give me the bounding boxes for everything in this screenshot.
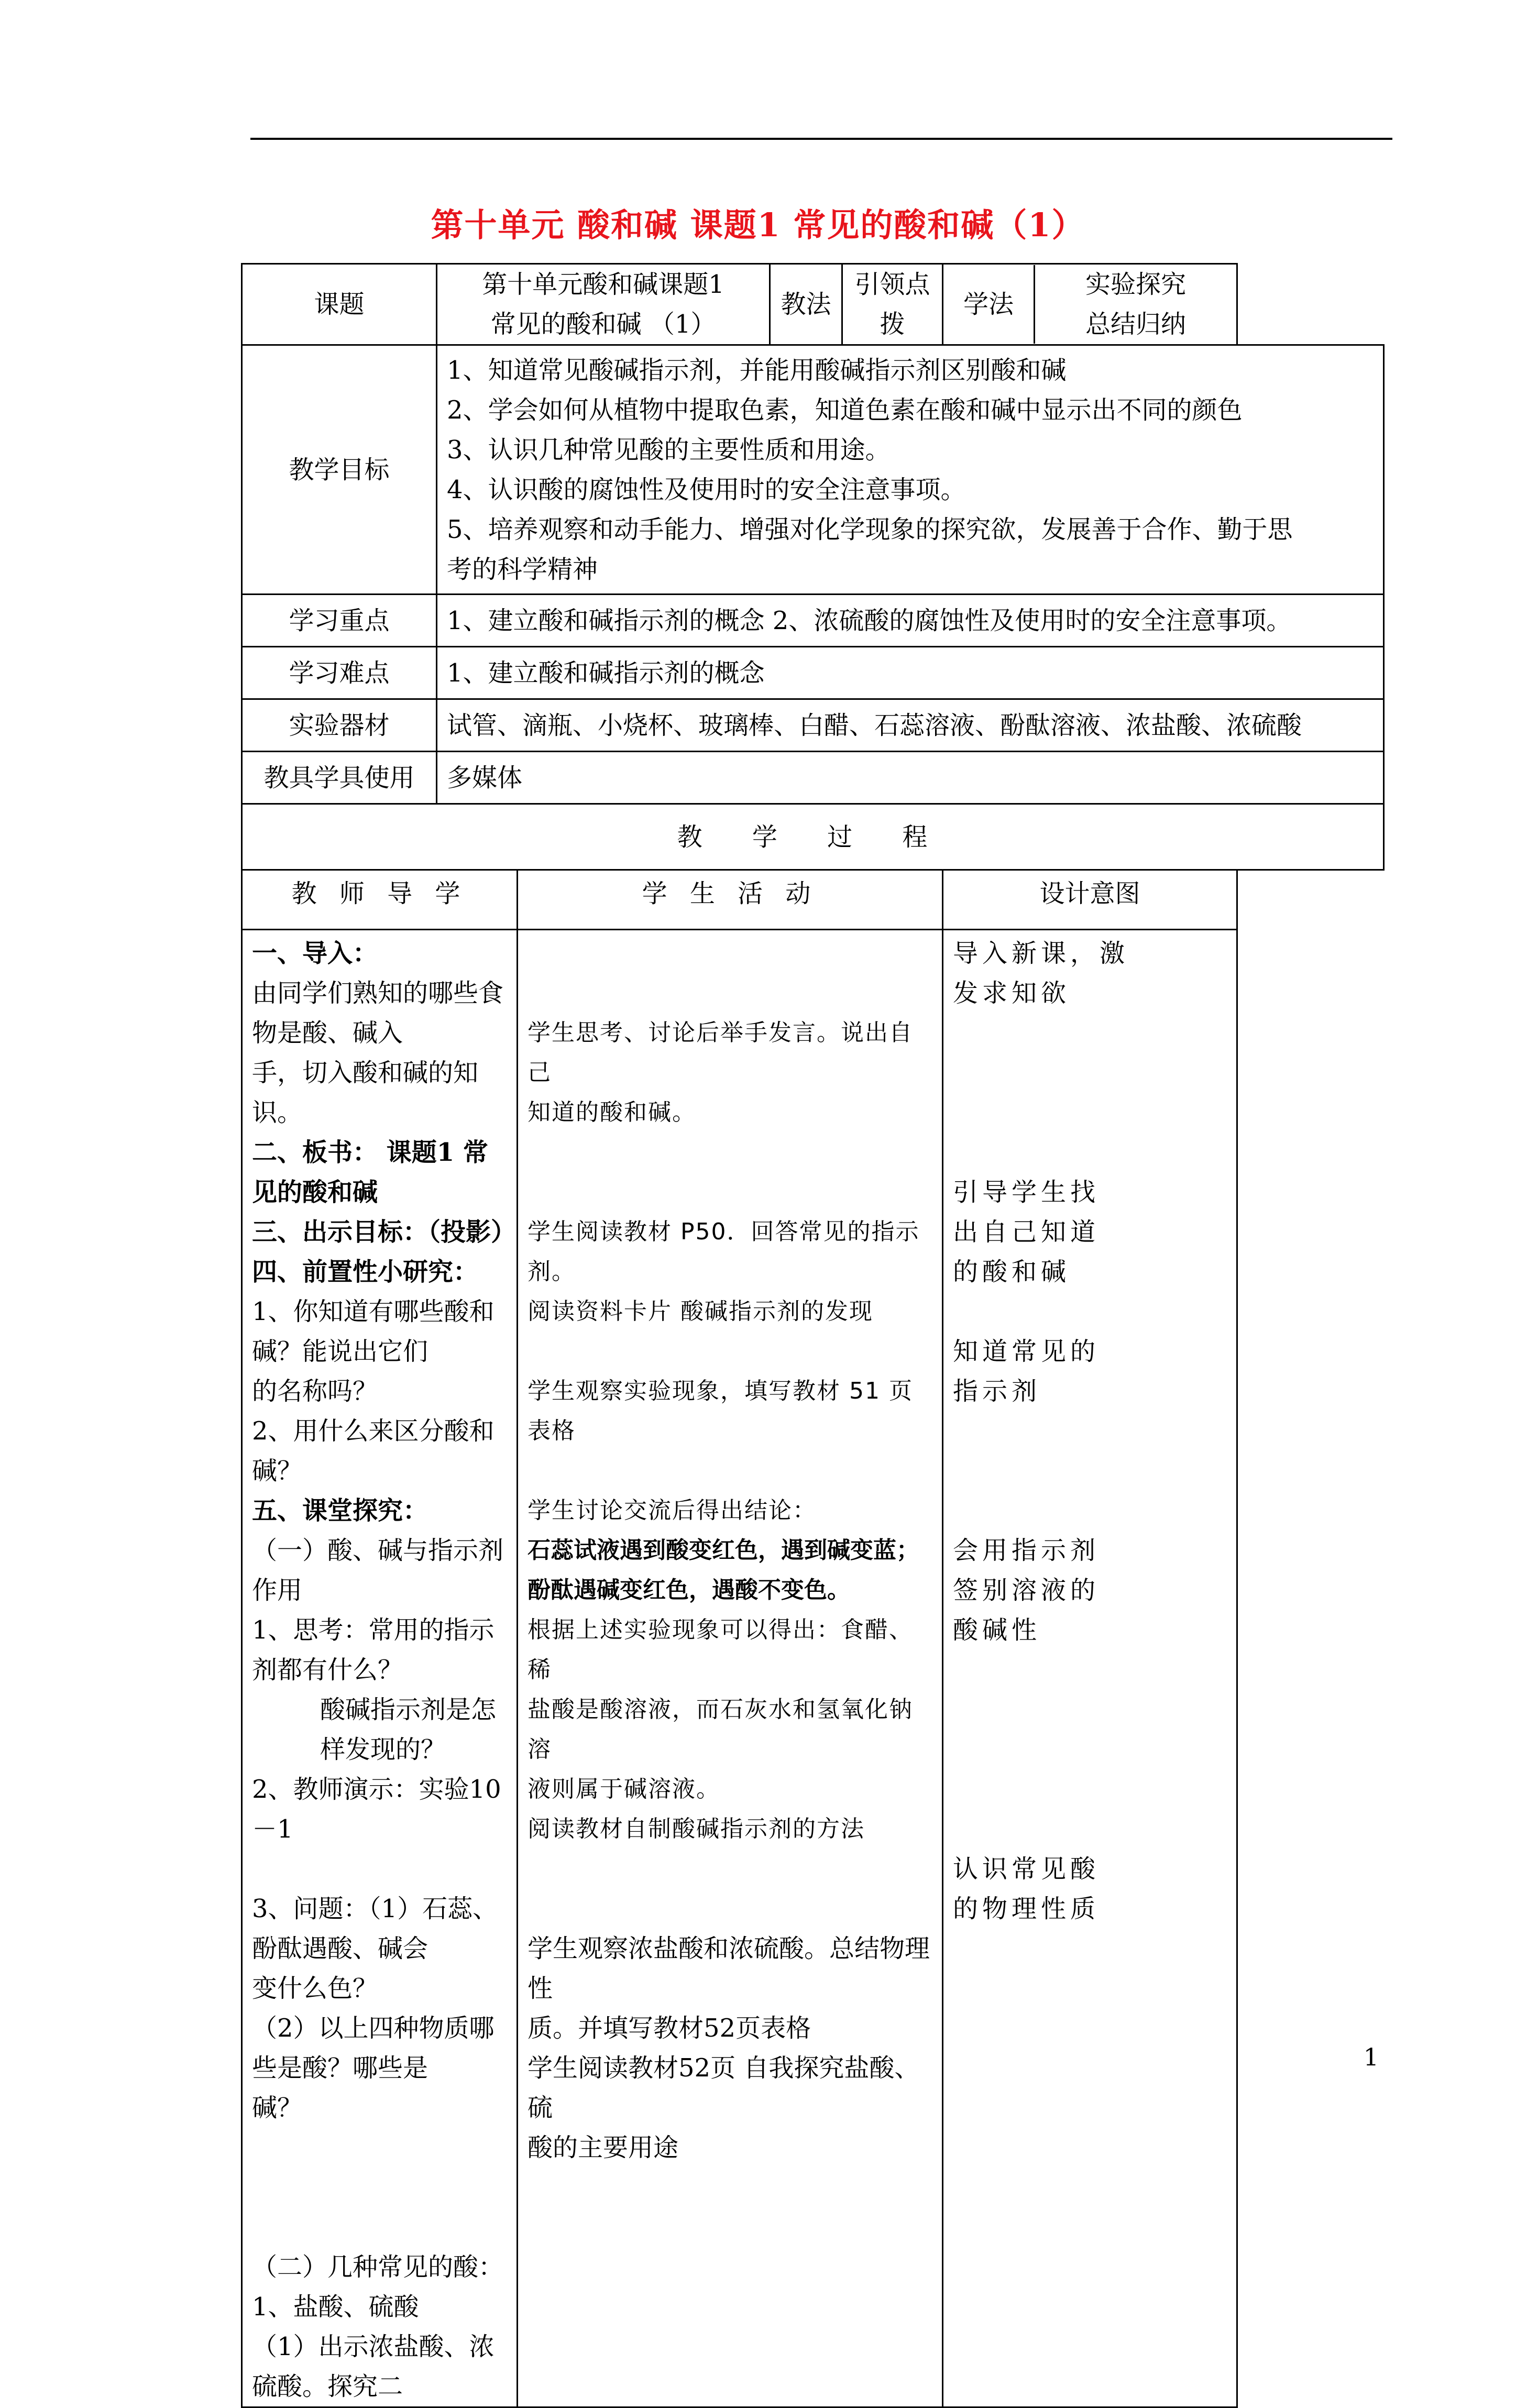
equipment-value: 试管、滴瓶、小烧杯、玻璃棒、白醋、石蕊溶液、酚酞溶液、浓盐酸、浓硫酸 bbox=[437, 699, 1384, 752]
list-item: 石蕊试液遇到酸变红色，遇到碱变蓝； bbox=[528, 1537, 919, 1564]
list-item: 四、前置性小研究： bbox=[252, 1257, 479, 1287]
list-item: 发求知欲 bbox=[953, 978, 1071, 1008]
goals-list bbox=[437, 345, 1384, 595]
tools-label: 教具学具使用 bbox=[242, 752, 437, 804]
process-body-row bbox=[242, 930, 1384, 2407]
study-value: 实验探究 总结归纳 bbox=[1085, 270, 1187, 339]
list-item: 签别溶液的 bbox=[953, 1576, 1100, 1605]
goal-item: 5、培养观察和动手能力、增强对化学现象的探究欲，发展善于合作、勤于思 bbox=[447, 514, 1293, 544]
goal-item: 考的科学精神 bbox=[447, 554, 598, 584]
topic-value: 第十单元酸和碱课题1 常见的酸和碱 （1） bbox=[437, 264, 770, 345]
goal-item: 4、认识酸的腐蚀性及使用时的安全注意事项。 bbox=[447, 475, 966, 504]
process-header: 教 学 过 程 bbox=[242, 804, 1384, 870]
list-item: 的名称吗？ bbox=[252, 1377, 378, 1406]
equipment-row bbox=[242, 699, 1384, 752]
process-header-row bbox=[242, 804, 1384, 870]
list-item: 一、导入： bbox=[252, 939, 378, 968]
key-points-row bbox=[242, 595, 1384, 647]
list-item: 学生阅读教材52页 自我探究盐酸、硫 bbox=[528, 2053, 920, 2123]
list-item: 二、板书： 课题1 常见的酸和碱 bbox=[252, 1138, 488, 1207]
list-item: 导入新课，激 bbox=[953, 939, 1129, 968]
list-item: （二）几种常见的酸： bbox=[252, 2252, 504, 2282]
list-item: 由同学们熟知的哪些食物是酸、碱入 bbox=[252, 978, 504, 1048]
key-points-label: 学习重点 bbox=[242, 595, 437, 647]
list-item: 学生阅读教材 P50．回答常见的指示剂。 bbox=[528, 1218, 920, 1285]
list-item: 根据上述实验现象可以得出：食醋、稀 bbox=[528, 1617, 913, 1683]
goals-row bbox=[242, 345, 1384, 595]
list-item: 盐酸是酸溶液，而石灰水和氢氧化钠溶 bbox=[528, 1696, 913, 1763]
list-item: 三、出示目标：（投影） bbox=[252, 1217, 517, 1247]
list-item: 3、问题：（1）石蕊、酚酞遇酸、碱会 bbox=[252, 1894, 498, 1963]
list-item: 学生观察浓盐酸和浓硫酸。总结物理性 bbox=[528, 1934, 930, 2003]
list-item: 酸的主要用途 bbox=[528, 2133, 679, 2162]
list-item: 1、思考：常用的指示剂都有什么？ bbox=[252, 1615, 495, 1685]
goal-item: 2、学会如何从植物中提取色素，知道色素在酸和碱中显示出不同的颜色 bbox=[447, 395, 1243, 425]
goal-item: 3、认识几种常见酸的主要性质和用途。 bbox=[447, 435, 891, 465]
list-item: 酸碱性 bbox=[953, 1615, 1041, 1645]
list-item: 五、课堂探究： bbox=[252, 1496, 429, 1525]
key-points-value: 1、建立酸和碱指示剂的概念 2、浓硫酸的腐蚀性及使用时的安全注意事项。 bbox=[437, 595, 1384, 647]
page-number: 1 bbox=[1363, 2043, 1379, 2071]
design-intent bbox=[943, 930, 1237, 2407]
study-cell bbox=[943, 264, 1237, 345]
list-item: 知道的酸和碱。 bbox=[528, 1099, 696, 1126]
list-item: 认识常见酸 bbox=[953, 1854, 1100, 1884]
list-item: 学生讨论交流后得出结论： bbox=[528, 1497, 817, 1524]
difficulty-label: 学习难点 bbox=[242, 647, 437, 699]
intent-column-header: 设计意图 bbox=[943, 870, 1237, 930]
list-item: 酸碱指示剂是怎样发现的？ bbox=[320, 1695, 497, 1764]
list-item: 2、用什么来区分酸和碱？ bbox=[252, 1416, 495, 1486]
list-item: 1、盐酸、硫酸 bbox=[252, 2292, 419, 2322]
list-item: 阅读教材自制酸碱指示剂的方法 bbox=[528, 1816, 865, 1842]
list-item: 学生观察实验现象，填写教材 51 页表格 bbox=[528, 1378, 913, 1444]
student-column-header: 学 生 活 动 bbox=[518, 870, 943, 930]
list-item: 质。并填写教材52页表格 bbox=[528, 2014, 811, 2043]
list-item: 变什么色？ bbox=[252, 1974, 378, 2003]
list-item: 碱？ bbox=[252, 2093, 303, 2123]
method-value: 引领点拨 bbox=[842, 264, 943, 345]
method-label: 教法 bbox=[770, 264, 842, 345]
list-item: 液则属于碱溶液。 bbox=[528, 1776, 720, 1802]
teacher-column-header: 教 师 导 学 bbox=[242, 870, 518, 930]
list-item: 阅读资料卡片 酸碱指示剂的发现 bbox=[528, 1298, 873, 1325]
goal-item: 1、知道常见酸碱指示剂，并能用酸碱指示剂区别酸和碱 bbox=[447, 355, 1067, 385]
list-item: 1、你知道有哪些酸和碱？能说出它们 bbox=[252, 1297, 495, 1366]
list-item: （2）以上四种物质哪些是酸？哪些是 bbox=[252, 2014, 495, 2083]
lesson-plan-table bbox=[241, 263, 1385, 2408]
tools-value: 多媒体 bbox=[437, 752, 1384, 804]
list-item: 知道常见的 bbox=[953, 1337, 1100, 1366]
list-item: 会用指示剂 bbox=[953, 1536, 1100, 1565]
header-row bbox=[242, 264, 1384, 345]
column-header-row bbox=[242, 870, 1384, 930]
teacher-guide bbox=[242, 930, 518, 2407]
list-item: （一）酸、碱与指示剂作用 bbox=[252, 1536, 504, 1605]
study-label: 学法 bbox=[943, 265, 1035, 344]
difficulty-row bbox=[242, 647, 1384, 699]
list-item: （1）出示浓盐酸、浓硫酸。探究二 bbox=[252, 2332, 495, 2401]
equipment-label: 实验器材 bbox=[242, 699, 437, 752]
difficulty-value: 1、建立酸和碱指示剂的概念 bbox=[437, 647, 1384, 699]
list-item: 指示剂 bbox=[953, 1377, 1041, 1406]
list-item: 酚酞遇碱变红色，遇酸不变色。 bbox=[528, 1577, 850, 1603]
list-item: 手，切入酸和碱的知识。 bbox=[252, 1058, 479, 1127]
list-item: 的酸和碱 bbox=[953, 1257, 1071, 1287]
list-item: 学生思考、讨论后举手发言。说出自己 bbox=[528, 1019, 913, 1086]
list-item: 的物理性质 bbox=[953, 1894, 1100, 1923]
student-activity bbox=[518, 930, 943, 2407]
list-item: 出自己知道 bbox=[953, 1217, 1100, 1247]
list-item: 2、教师演示：实验10－1 bbox=[252, 1775, 501, 1844]
tools-row bbox=[242, 752, 1384, 804]
list-item: 引导学生找 bbox=[953, 1178, 1100, 1207]
document-title: 第十单元 酸和碱 课题1 常见的酸和碱（1） bbox=[431, 206, 1085, 244]
goals-label: 教学目标 bbox=[242, 345, 437, 595]
topic-label: 课题 bbox=[242, 264, 437, 345]
header-rule bbox=[250, 138, 1392, 140]
